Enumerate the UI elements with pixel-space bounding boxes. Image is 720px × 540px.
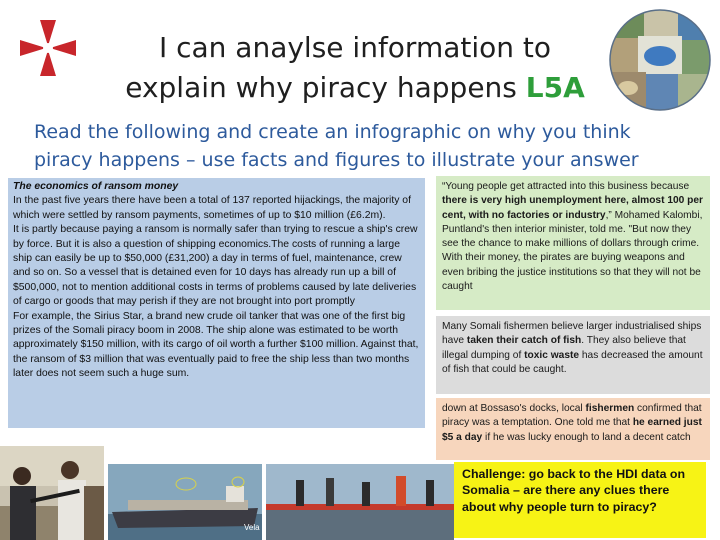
economics-heading: The economics of ransom money <box>13 181 179 192</box>
economics-paragraph-3: For example, the Sirius Star, a brand new crude oil tanker that was one of the first big prizes of the Somali piracy boom in 2008. The ship alone was estimated to be worth approximately $150 million, with its cargo of oil worth a further $100 million. Against that, the ransom of $3 million that was eventually paid to free the ship less than two months later does not seem such a huge sum. <box>13 310 419 380</box>
fishermen-bold-2: toxic waste <box>524 349 580 361</box>
globe-collage-image <box>608 8 712 112</box>
challenge-box: Challenge: go back to the HDI data on Somalia – are there any clues there about why people turn to piracy? <box>454 462 706 538</box>
title-line-2-main: explain why piracy happens <box>125 71 526 104</box>
minister-quote-box <box>436 176 710 310</box>
title-line-2 <box>90 68 620 108</box>
task-instructions: Read the following and create an infographic on why you think piracy happens – use facts and figures to illustrate your answer <box>34 121 639 171</box>
maltese-cross-logo-icon <box>16 16 80 80</box>
ship-crew-photo-graphic <box>266 464 454 540</box>
docks-text-1: down at Bossaso's docks, local <box>442 403 586 414</box>
economics-paragraph-2: It is partly because paying a ransom is normally safer than trying to rescue a ship's crew by force. But it is also a question of shipping economics.The costs of running a large ship can easily be up to $50,000 (£31,200) a day in terms of fuel, maintenance, crew and so on. So a vessel that is detained even for 10 days has already run up a bill of $500,000, not to mention additional costs in terms of problems caused by late deliveries of cargo or goods that may perish if they are not brought into port promptly <box>13 224 418 308</box>
title-level-tag: L5A <box>525 71 585 104</box>
fishermen-text-1: Many Somali fishermen believe larger industrialised ships have <box>442 321 702 347</box>
quote-text-1: “Young people get attracted into this business because <box>442 181 690 192</box>
docks-text-2: confirmed that piracy was a temptation. One told me that <box>442 403 702 429</box>
ship-crew-photo <box>244 464 454 540</box>
fishermen-text-box <box>436 316 710 394</box>
ship-name-caption: Vela <box>244 523 260 532</box>
fishermen-text-2: . They also believe that illegal dumping of <box>442 335 686 361</box>
tanker-ship-photo <box>108 464 262 540</box>
fishermen-bold-1: taken their catch of fish <box>466 335 582 347</box>
quote-text-2: ,” Mohamed Kalombi, Puntland's then interior minister, told me. "But now they see the chance to make millions of dollars through crime. With their money, the pirates are buying weapons and even bribing the justice institutions so that they will not be caught <box>442 209 703 293</box>
page-title <box>90 28 620 108</box>
docks-bold-1: fishermen <box>585 403 635 414</box>
docks-text-3: if he was lucky enough to land a decent catch <box>482 431 691 443</box>
docks-bold-2: he earned just $5 a day <box>442 417 702 443</box>
quote-bold-1: there is very high unemployment here, almost 100 per cent, with no factories or industry <box>442 195 703 221</box>
economics-text-box <box>8 178 425 428</box>
economics-paragraph-1: In the past five years there have been a total of 137 reported hijackings, the majority of which were settled by ransom payments, sometimes of up to $10 million (£6.2m). <box>13 195 411 221</box>
fishermen-text-3: has decreased the amount of fish that could be caught. <box>442 349 703 375</box>
pirates-photo <box>0 446 104 540</box>
title-line-1: I can anaylse information to <box>158 31 552 64</box>
docks-text-box <box>436 398 710 460</box>
